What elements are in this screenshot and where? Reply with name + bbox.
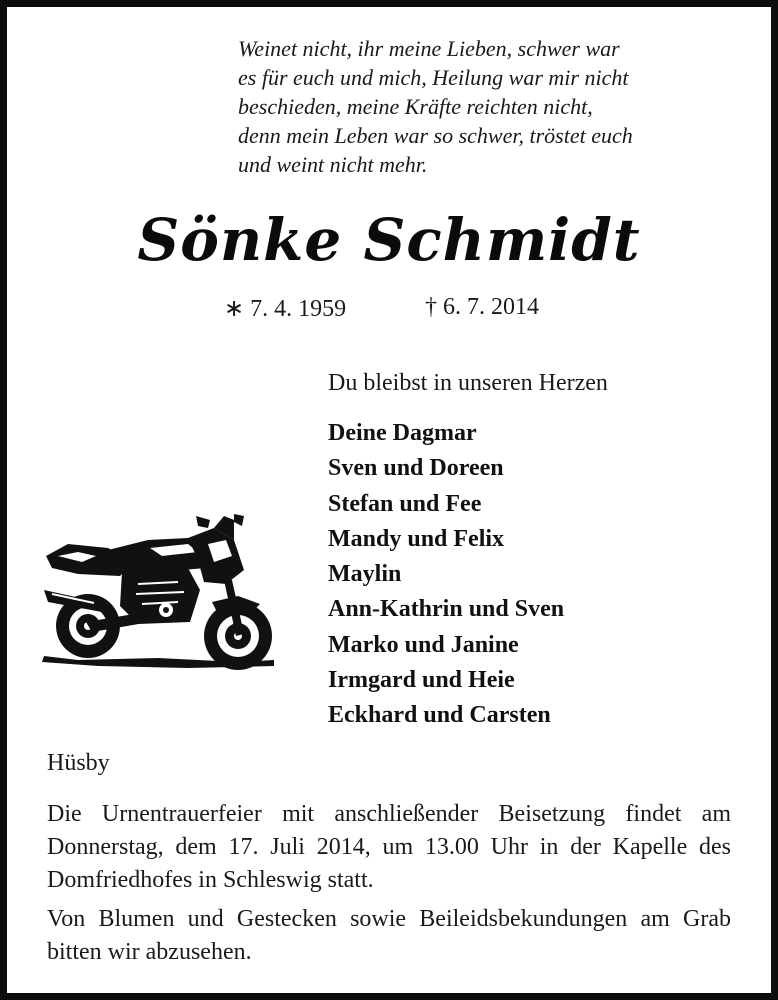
mourner-name: Marko und Janine: [328, 631, 519, 658]
poem-line: Weinet nicht, ihr meine Lieben, schwer war: [238, 36, 620, 61]
ceremony-notice: Die Urnentrauerfeier mit anschließender Beisetzung findet am Donnerstag, dem 17. Juli 2014, um 13.00 Uhr in der Kapelle des Domfriedhofes in Schleswig statt.: [47, 801, 731, 893]
mourner-name: Deine Dagmar: [328, 420, 477, 446]
poem-line: es für euch und mich, Heilung war mir nicht: [238, 65, 629, 90]
place-name: Hüsby: [47, 750, 110, 776]
mourner-name: Stefan und Fee: [328, 490, 482, 517]
motorcycle-icon: [38, 510, 278, 675]
deceased-name: Sönke Schmidt: [137, 206, 641, 274]
mourner-name: Ann-Kathrin und Sven: [328, 596, 565, 623]
poem-line: beschieden, meine Kräfte reichten nicht,: [238, 94, 593, 119]
mourners-intro: Du bleibst in unseren Herzen: [328, 370, 608, 396]
death-date: † 6. 7. 2014: [425, 294, 539, 320]
mourner-name: Eckhard und Carsten: [328, 702, 551, 729]
condolence-request: Von Blumen und Gestecken sowie Beileidsbekundungen am Grab bitten wir abzusehen.: [47, 906, 731, 965]
poem-line: und weint nicht mehr.: [238, 152, 428, 177]
birth-date: ∗ 7. 4. 1959: [224, 296, 347, 322]
mourner-name: Sven und Doreen: [328, 455, 504, 482]
mourner-name: Mandy und Felix: [328, 525, 505, 552]
mourner-name: Maylin: [328, 561, 402, 588]
mourner-name: Irmgard und Heie: [328, 667, 515, 694]
poem: [238, 34, 738, 179]
poem-line: denn mein Leben war so schwer, tröstet euch: [238, 123, 633, 148]
mourners-list: [328, 416, 564, 734]
